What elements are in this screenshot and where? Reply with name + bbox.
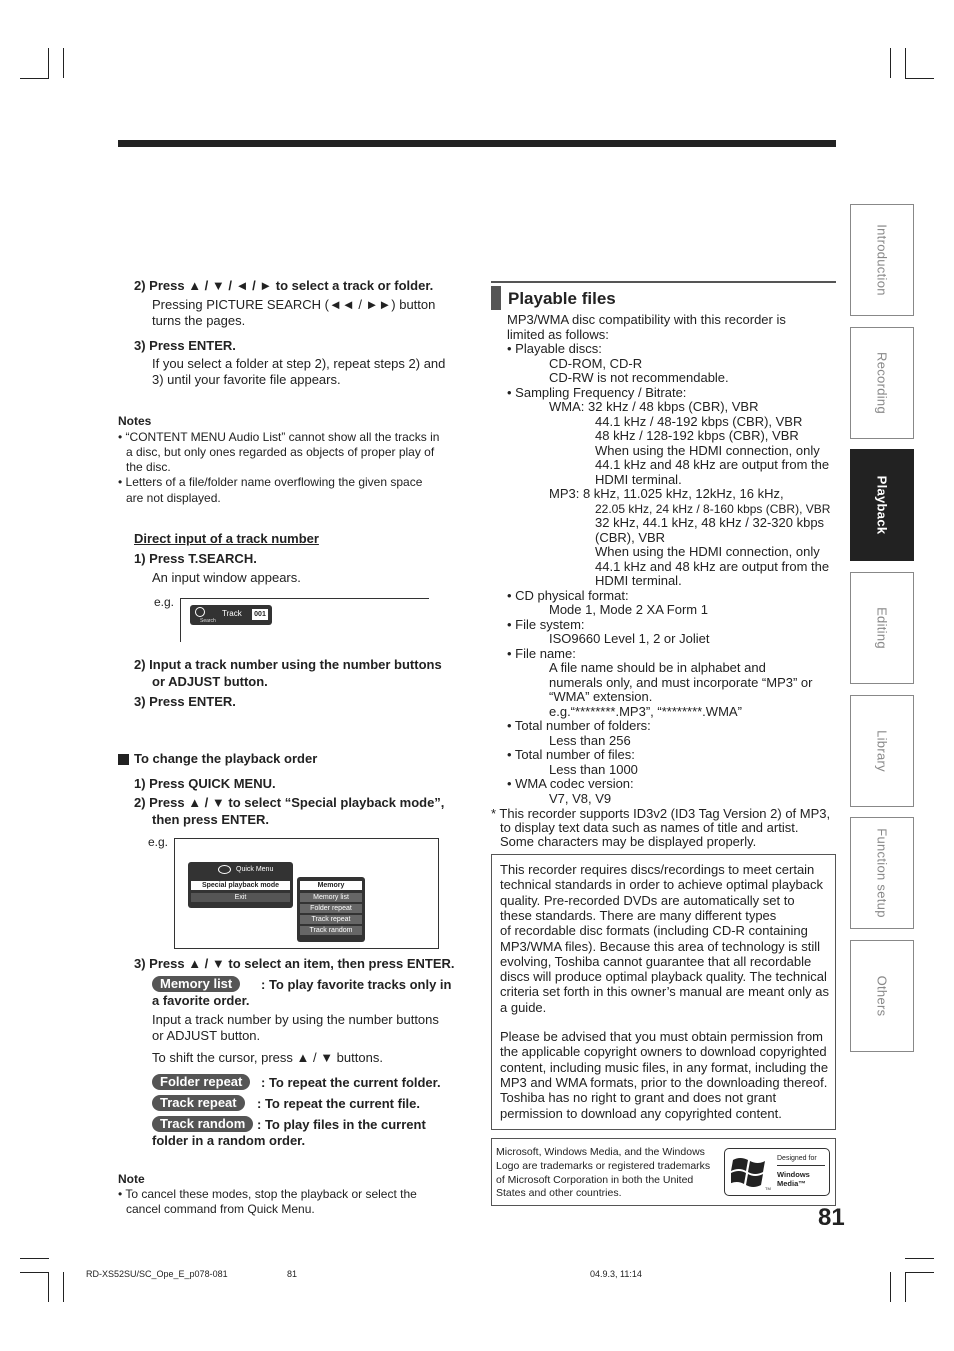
tab-function-setup[interactable] <box>850 817 914 929</box>
footer-file: RD-XS52SU/SC_Ope_E_p078-081 <box>86 1269 228 1279</box>
paragraph-line: content, including music files, in any format, including the <box>500 1059 829 1075</box>
tab-label: Recording <box>874 352 890 414</box>
order-step-2: then press ENTER. <box>152 812 270 827</box>
crop-mark <box>63 48 64 78</box>
crop-mark <box>905 78 934 79</box>
paragraph-line: evolving, Toshiba cannot guarantee that all recordable <box>500 953 812 969</box>
notes-title: Notes <box>118 414 152 428</box>
spec-line: HDMI terminal. <box>595 573 682 588</box>
spec-line: CD-ROM, CD-R <box>549 355 643 371</box>
search-icon <box>195 607 205 617</box>
note-text: a disc, but only ones regarded as objects of proper play of <box>126 445 435 459</box>
tab-label: Function setup <box>874 828 890 918</box>
track-random-badge: Track random <box>152 1116 253 1132</box>
submenu-item-memory-list[interactable]: Memory list <box>300 893 362 902</box>
quick-menu-title: Quick Menu <box>236 866 274 873</box>
note-text: the disc. <box>126 460 171 474</box>
paragraph-line: MP3 and WMA formats, prior to the downloading thereof. <box>500 1074 828 1090</box>
tm-mark: TM <box>765 1186 771 1191</box>
step-3-desc: If you select a folder at step 2), repeat steps 2) and <box>152 356 446 371</box>
step-3-desc: 3) until your favorite file appears. <box>152 372 341 387</box>
section-marker <box>491 286 501 310</box>
memory-list-desc: : To play favorite tracks only in <box>261 977 452 992</box>
spec-line: 32 kHz, 44.1 kHz, 48 kHz / 32-320 kbps <box>595 515 825 530</box>
tab-label: Library <box>874 730 890 772</box>
section-heading: Playable files <box>508 289 616 308</box>
logo-designed-for: Designed for <box>777 1155 817 1162</box>
note-text: • To cancel these modes, stop the playback or select the <box>118 1187 417 1201</box>
tab-recording[interactable] <box>850 327 914 439</box>
logo-divider <box>777 1165 825 1166</box>
crop-mark <box>905 48 906 78</box>
quick-menu-icon <box>218 865 231 874</box>
crop-mark <box>905 1272 934 1273</box>
order-title: To change the playback order <box>134 751 318 766</box>
crop-mark <box>48 48 49 78</box>
paragraph-line: criteria set forth in this owner’s manual are meant only as <box>500 984 830 1000</box>
eg-label: e.g. <box>154 595 175 609</box>
paragraph-line: technical standards in order to achieve optimal playback <box>500 877 824 893</box>
paragraph-line: the applicable copyright owners to download copyrighted <box>500 1044 827 1060</box>
tab-editing[interactable] <box>850 572 914 684</box>
spec-line: “WMA” extension. <box>549 689 653 704</box>
crop-mark <box>890 48 891 78</box>
spec-line: • Sampling Frequency / Bitrate: <box>507 384 687 400</box>
windows-media-logo <box>724 1148 830 1196</box>
spec-line: WMA: 32 kHz / 48 kbps (CBR), VBR <box>549 399 759 414</box>
tab-library[interactable] <box>850 695 914 807</box>
spec-line: When using the HDMI connection, only <box>595 442 820 458</box>
submenu-item-track-repeat[interactable]: Track repeat <box>300 915 362 924</box>
footer-date: 04.9.3, 11:14 <box>590 1269 642 1279</box>
spec-line: (CBR), VBR <box>595 529 666 545</box>
note-text: are not displayed. <box>126 491 221 505</box>
crop-mark <box>20 1272 49 1273</box>
tab-label: Playback <box>874 475 890 535</box>
spec-line: 44.1 kHz and 48 kHz are output from the <box>595 457 830 472</box>
eg-label: e.g. <box>148 835 169 849</box>
crop-mark <box>890 1272 891 1302</box>
track-search-window <box>190 605 272 625</box>
paragraph-line: Microsoft, Windows Media, and the Windows <box>496 1146 705 1158</box>
logo-windows: Windows <box>777 1170 810 1179</box>
footnote: * This recorder supports ID3v2 (ID3 Tag Version 2) of MP3, <box>491 806 831 821</box>
direct-step-2: 2) Input a track number using the number buttons <box>134 657 442 672</box>
paragraph-line: States and other countries. <box>496 1187 622 1200</box>
paragraph-line: permission to download any copyrighted content. <box>500 1105 782 1121</box>
order-step-3: 3) Press ▲ / ▼ to select an item, then press ENTER. <box>134 956 455 971</box>
crop-mark <box>905 1258 934 1259</box>
input-desc: or ADJUST button. <box>152 1028 261 1043</box>
tab-others[interactable] <box>850 940 914 1052</box>
direct-step-2: or ADJUST button. <box>152 674 268 689</box>
header-rule <box>118 140 836 147</box>
paragraph-line: discs will produce optimal playback quality. The technical <box>500 969 827 985</box>
spec-line: • File system: <box>507 616 585 632</box>
memory-list-badge: Memory list <box>152 976 240 992</box>
folder-repeat-badge: Folder repeat <box>152 1074 250 1090</box>
tab-label: Others <box>874 975 890 1017</box>
menu-item-special-playback[interactable]: Special playback mode <box>191 881 290 890</box>
note-title: Note <box>118 1172 145 1186</box>
spec-line: • Total number of files: <box>507 747 635 762</box>
track-repeat-desc: : To repeat the current file. <box>257 1096 421 1111</box>
footnote: to display text data such as names of title and artist. <box>500 820 799 835</box>
example-frame <box>180 598 181 642</box>
paragraph-line: MP3/WMA files). Because this area of technology is still <box>500 938 821 954</box>
logo-media: Media™ <box>777 1179 806 1188</box>
spec-line: HDMI terminal. <box>595 471 682 487</box>
footnote: Some characters may be displayed properly. <box>500 834 757 849</box>
submenu-item-folder-repeat[interactable]: Folder repeat <box>300 904 362 913</box>
spec-line: 44.1 kHz and 48 kHz are output from the <box>595 558 830 574</box>
spec-line: Mode 1, Mode 2 XA Form 1 <box>549 602 708 617</box>
notice-box <box>491 854 836 1130</box>
menu-item-exit[interactable]: Exit <box>191 893 290 902</box>
spec-line: numerals only, and must incorporate “MP3” or <box>549 674 813 690</box>
paragraph-line: This recorder requires discs/recordings to meet certain <box>500 862 815 877</box>
submenu-item-track-random[interactable]: Track random <box>300 926 362 935</box>
direct-step-3: 3) Press ENTER. <box>134 694 236 709</box>
paragraph-line: Toshiba has no right to grant and does not grant <box>500 1090 777 1106</box>
crop-mark <box>63 1272 64 1302</box>
paragraph-line: a guide. <box>500 999 547 1015</box>
note-text: cancel command from Quick Menu. <box>126 1202 315 1216</box>
special-mode-submenu <box>297 877 365 942</box>
tab-label: Editing <box>874 607 890 649</box>
search-label: Search <box>200 618 216 624</box>
spec-line: • File name: <box>507 645 576 661</box>
direct-input-title: Direct input of a track number <box>134 531 319 546</box>
spec-line: • WMA codec version: <box>507 776 634 791</box>
spec-line: • Total number of folders: <box>507 718 651 733</box>
memory-list-desc: a favorite order. <box>152 993 250 1008</box>
windows-flag-icon <box>731 1154 769 1190</box>
track-random-desc: folder in a random order. <box>152 1133 306 1148</box>
submenu-item-memory[interactable]: Memory <box>300 881 362 890</box>
spec-line: MP3/WMA disc compatibility with this recorder is <box>507 312 786 327</box>
spec-line: limited as follows: <box>507 326 609 342</box>
crop-mark <box>20 1258 49 1259</box>
paragraph-line: these standards. There are many different types <box>500 907 777 923</box>
spec-line: 22.05 kHz, 24 kHz / 8-160 kbps (CBR), VBR <box>595 501 831 516</box>
spec-line: 44.1 kHz / 48-192 kbps (CBR), VBR <box>595 413 803 429</box>
paragraph-line: quality. Pre-recorded DVDs are automatically set to <box>500 892 795 908</box>
step-2-title: 2) Press ▲ / ▼ / ◄ / ► to select a track or folder. <box>134 278 434 293</box>
paragraph-line: of recordable disc formats (including CD-R containing <box>500 923 808 939</box>
step-2-desc: Pressing PICTURE SEARCH (◄◄ / ►►) button <box>152 297 436 312</box>
track-random-desc: : To play files in the current <box>257 1117 426 1132</box>
crop-mark <box>20 78 49 79</box>
direct-step-1: 1) Press T.SEARCH. <box>134 551 257 566</box>
spec-line: ISO9660 Level 1, 2 or Joliet <box>549 631 710 646</box>
footer-page: 81 <box>287 1269 298 1279</box>
spec-line: A file name should be in alphabet and <box>549 660 766 675</box>
track-number-input[interactable]: 001 <box>252 609 268 620</box>
paragraph-line: of Microsoft Corporation in both the United <box>496 1173 694 1186</box>
folder-repeat-desc: : To repeat the current folder. <box>261 1075 441 1090</box>
order-step-2: 2) Press ▲ / ▼ to select “Special playback mode”, <box>134 795 445 810</box>
step-3-title: 3) Press ENTER. <box>134 338 236 353</box>
track-label: Track <box>222 609 242 618</box>
direct-step-1-desc: An input window appears. <box>152 570 301 585</box>
tab-label: Introduction <box>874 224 890 296</box>
spec-line: When using the HDMI connection, only <box>595 544 820 559</box>
page-number: 81 <box>818 1204 845 1231</box>
tab-introduction[interactable] <box>850 204 914 316</box>
paragraph-line: Logo are trademarks or registered trademarks <box>496 1159 711 1172</box>
spec-line: V7, V8, V9 <box>549 790 612 806</box>
crop-mark <box>48 1272 49 1302</box>
spec-line: Less than 1000 <box>549 761 638 777</box>
track-repeat-badge: Track repeat <box>152 1095 245 1111</box>
shift-desc: To shift the cursor, press ▲ / ▼ buttons. <box>152 1050 383 1065</box>
trademark-box <box>491 1138 836 1206</box>
quick-menu-window <box>188 862 293 908</box>
example-frame <box>180 598 429 599</box>
input-desc: Input a track number by using the number buttons <box>152 1012 439 1027</box>
spec-line: • Playable discs: <box>507 341 602 356</box>
tab-playback[interactable] <box>850 449 914 561</box>
spec-line: • CD physical format: <box>507 587 629 603</box>
note-text: • “CONTENT MENU Audio List” cannot show all the tracks in <box>118 430 440 444</box>
step-2-desc: turns the pages. <box>152 313 246 328</box>
square-bullet-icon <box>118 754 129 765</box>
spec-line: CD-RW is not recommendable. <box>549 370 729 385</box>
spec-line: 48 kHz / 128-192 kbps (CBR), VBR <box>595 428 799 443</box>
order-step-1: 1) Press QUICK MENU. <box>134 776 276 791</box>
spec-line: MP3: 8 kHz, 11.025 kHz, 12kHz, 16 kHz, <box>549 486 784 501</box>
section-rule <box>491 281 836 283</box>
crop-mark <box>905 1272 906 1302</box>
note-text: • Letters of a file/folder name overflowing the given space <box>118 475 423 489</box>
paragraph-line: Please be advised that you must obtain permission from <box>500 1029 824 1044</box>
spec-line: Less than 256 <box>549 732 631 748</box>
spec-line: e.g.“********.MP3”, “********.WMA” <box>549 703 742 719</box>
